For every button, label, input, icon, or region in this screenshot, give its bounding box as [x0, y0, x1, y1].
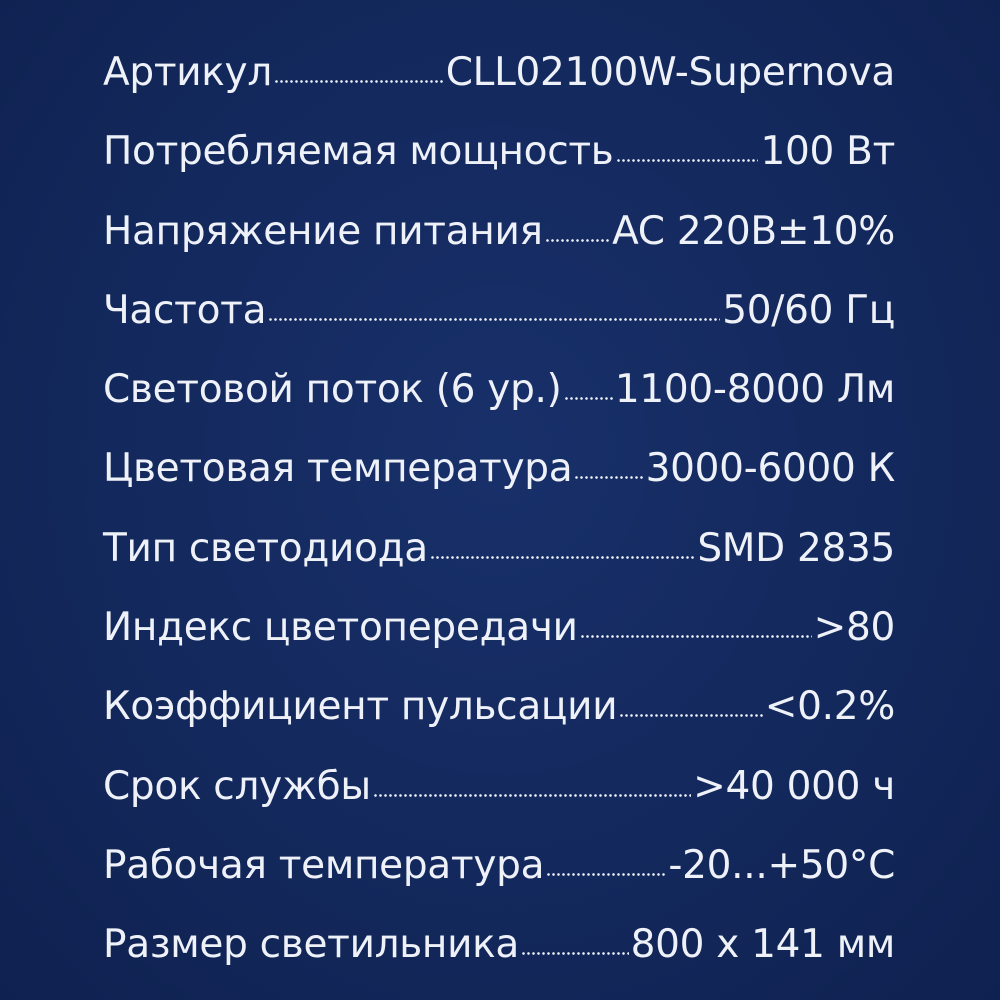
spec-row-cri — [103, 588, 895, 667]
spec-label: Световой поток (6 ур.) — [103, 367, 562, 413]
dotted-leader — [373, 794, 691, 797]
spec-value: <0.2% — [764, 684, 895, 730]
spec-row-voltage — [103, 192, 895, 271]
spec-row-lifetime — [103, 747, 895, 826]
spec-label: Артикул — [103, 50, 272, 95]
spec-row-luminous-flux — [103, 350, 895, 429]
dotted-leader — [546, 873, 666, 876]
dotted-leader — [268, 318, 720, 321]
dotted-leader — [430, 556, 695, 559]
spec-value: CLL02100W-Supernova — [445, 50, 895, 95]
spec-value: SMD 2835 — [697, 525, 895, 571]
dotted-leader — [545, 239, 610, 242]
dotted-leader — [616, 159, 759, 162]
spec-row-color-temperature — [103, 429, 895, 508]
spec-label: Напряжение питания — [103, 208, 543, 254]
spec-value: 800 x 141 мм — [630, 922, 895, 968]
spec-label: Частота — [103, 287, 267, 333]
dotted-leader — [580, 635, 812, 638]
dotted-leader — [619, 714, 762, 717]
spec-value: >80 — [813, 605, 895, 651]
spec-value: 1100-8000 Лм — [614, 367, 895, 413]
spec-row-size — [103, 905, 895, 984]
dotted-leader — [564, 397, 613, 400]
spec-table — [103, 33, 895, 985]
spec-row-operating-temperature — [103, 826, 895, 905]
spec-value: 100 Вт — [760, 129, 895, 175]
spec-value: 50/60 Гц — [722, 287, 895, 333]
spec-row-frequency — [103, 271, 895, 350]
spec-label: Размер светильника — [103, 922, 520, 968]
spec-row-ripple — [103, 667, 895, 746]
dotted-leader — [521, 952, 629, 955]
dotted-leader — [574, 476, 643, 479]
spec-row-power — [103, 112, 895, 191]
spec-label: Тип светодиода — [103, 525, 428, 571]
spec-label: Потребляемая мощность — [103, 129, 614, 175]
spec-row-article — [103, 33, 895, 112]
spec-row-led-type — [103, 509, 895, 588]
spec-label: Коэффициент пульсации — [103, 684, 618, 730]
spec-label: Цветовая температура — [103, 446, 573, 492]
spec-value: 3000-6000 К — [645, 446, 895, 492]
spec-value: >40 000 ч — [693, 763, 895, 809]
spec-label: Индекс цветопередачи — [103, 605, 578, 651]
dotted-leader — [274, 80, 444, 83]
spec-value: AC 220В±10% — [612, 208, 895, 254]
spec-value: -20...+50°C — [668, 842, 895, 888]
spec-label: Рабочая температура — [103, 842, 545, 888]
spec-label: Срок службы — [103, 763, 371, 809]
